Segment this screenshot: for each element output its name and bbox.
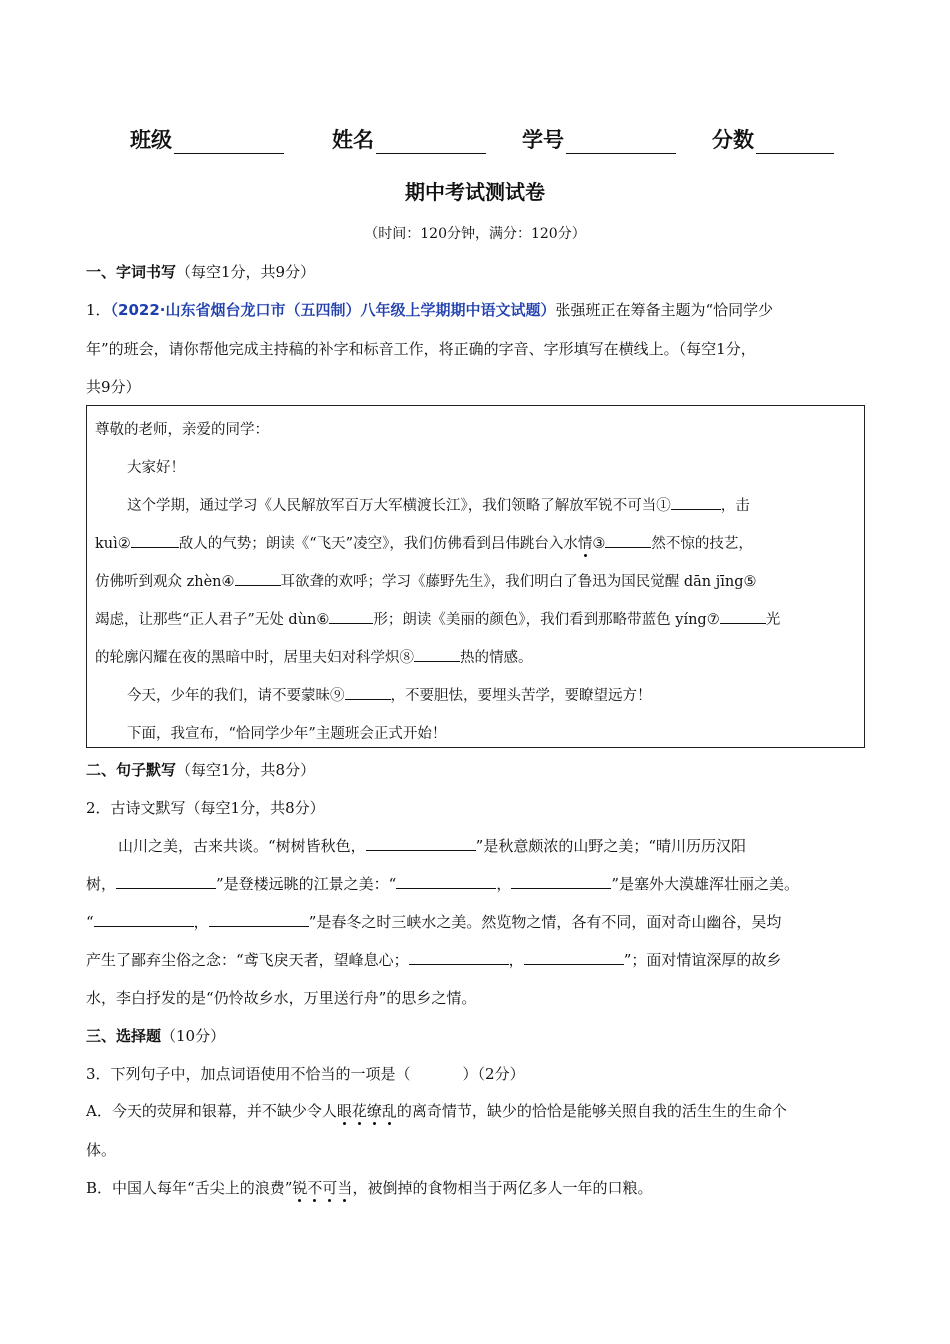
box-line-5: 仿佛听到观众 zhèn④ 耳欲聋的欢呼；学习《藤野先生》，我们明白了鲁迅为国民觉醒 dān jīng⑤: [95, 570, 757, 591]
student-id-field[interactable]: [522, 124, 676, 154]
poem-blank-1[interactable]: [366, 835, 476, 851]
blank-8[interactable]: [414, 646, 460, 662]
box-line-1: 尊敬的老师，亲爱的同学：: [95, 422, 269, 438]
name-blank[interactable]: [376, 131, 486, 154]
q1-line1: 1．（2022·山东省烟台龙口市（五四制）八年级上学期期中语文试题）张强班正在筹备主题为“恰同学少: [86, 301, 774, 319]
blank-2[interactable]: [131, 532, 179, 548]
host-script-box: [86, 405, 865, 748]
dotted-word-a: [337, 1102, 397, 1120]
poem-blank-8[interactable]: [524, 949, 624, 965]
option-b[interactable]: B．中国人每年“舌尖上的浪费”锐不可当，被倒掉的食物相当于两亿多人一年的口粮。: [86, 1179, 653, 1197]
dotted-char: 锐: [292, 1179, 308, 1197]
section1-heading: 一、字词书写（每空1分，共9分）: [86, 263, 316, 281]
poem-blank-2[interactable]: [116, 873, 216, 889]
q3-stem: 3．下列句子中，加点词语使用不恰当的一项是（ ）（2分）: [86, 1065, 525, 1083]
dotted-char: 不: [307, 1179, 323, 1197]
box-line-9: 下面，我宣布，“恰同学少年”主题班会正式开始！: [127, 726, 447, 742]
dotted-char: 乱: [381, 1102, 397, 1120]
option-a-line2: 体。: [86, 1141, 117, 1159]
poem-blank-6[interactable]: [209, 911, 309, 927]
blank-1[interactable]: [671, 494, 721, 510]
section3-heading: 三、选择题（10分）: [86, 1027, 226, 1045]
q1-line3: 共9分）: [86, 378, 141, 396]
score-blank[interactable]: [756, 131, 834, 154]
poem-blank-7[interactable]: [409, 949, 509, 965]
name-field[interactable]: [332, 124, 486, 154]
poem-blank-4[interactable]: [511, 873, 611, 889]
dotted-char: 眼: [336, 1102, 352, 1120]
box-line-3: 这个学期，通过学习《人民解放军百万大军横渡长江》，我们领略了解放军锐不可当① ，击: [127, 494, 750, 515]
poem-blank-5[interactable]: [94, 911, 194, 927]
blank-3[interactable]: [605, 532, 651, 548]
q1-line2: 年”的班会，请你帮他完成主持稿的补字和标音工作，将正确的字音、字形填写在横线上。（每空1分，: [86, 340, 756, 358]
dotted-char: 花: [351, 1102, 367, 1120]
score-label: 分数: [712, 128, 754, 152]
poem-line-2: 树， ”是登楼远眺的江景之美：“ ， ”是塞外大漠雄浑壮丽之美。: [86, 875, 800, 893]
q2-title: 2．古诗文默写（每空1分，共8分）: [86, 799, 325, 817]
class-field[interactable]: [130, 124, 284, 154]
dotted-char: 缭: [366, 1102, 382, 1120]
dotted-char-qing: 情: [577, 536, 593, 552]
dotted-word-b: [292, 1179, 352, 1197]
blank-6[interactable]: [329, 608, 373, 624]
dotted-char: 可: [322, 1179, 338, 1197]
box-line-8: 今天，少年的我们，请不要蒙昧⑨ ，不要胆怯，要埋头苦学，要瞭望远方！: [127, 684, 652, 705]
blank-9[interactable]: [345, 684, 391, 700]
poem-line-1: 山川之美，古来共谈。“树树皆秋色， ”是秋意颇浓的山野之美；“晴川历历汉阳: [118, 837, 747, 855]
dotted-char: 当: [337, 1179, 353, 1197]
blank-4[interactable]: [235, 570, 281, 586]
class-blank[interactable]: [174, 131, 284, 154]
class-label: 班级: [130, 128, 172, 152]
box-line-2: 大家好！: [127, 460, 185, 476]
poem-line-5: 水，李白抒发的是“仍怜故乡水，万里送行舟”的思乡之情。: [86, 989, 477, 1007]
box-line-7: 的轮廓闪耀在夜的黑暗中时，居里夫妇对科学炽⑧ 热的情感。: [95, 646, 533, 667]
section2-heading: 二、句子默写（每空1分，共8分）: [86, 761, 316, 779]
option-a-line1[interactable]: A．今天的荧屏和银幕，并不缺少令人眼花缭乱的离奇情节，缺少的恰恰是能够关照自我的活生生的生命个: [86, 1102, 787, 1120]
poem-line-4: 产生了鄙弃尘俗之念：“鸢飞戾天者，望峰息心； ， ”；面对情谊深厚的故乡: [86, 951, 782, 969]
poem-line-3: “ ， ”是春冬之时三峡水之美。然览物之情，各有不同，面对奇山幽谷，吴均: [86, 913, 782, 931]
score-field[interactable]: [712, 124, 834, 154]
exam-subtitle: （时间：120分钟，满分：120分）: [364, 226, 586, 242]
name-label: 姓名: [332, 128, 374, 152]
student-id-blank[interactable]: [566, 131, 676, 154]
q1-source: （2022·山东省烟台龙口市（五四制）八年级上学期期中语文试题）: [110, 301, 556, 319]
box-line-6: 竭虑，让那些“正人君子”无处 dùn⑥ 形；朗读《美丽的颜色》，我们看到那略带蓝色 yíng⑦ 光: [95, 608, 780, 629]
poem-blank-3[interactable]: [396, 873, 496, 889]
student-id-label: 学号: [522, 128, 564, 152]
exam-title: 期中考试测试卷: [405, 180, 545, 204]
blank-7[interactable]: [720, 608, 766, 624]
student-info-header: [130, 124, 850, 158]
box-line-4: kuì② 敌人的气势；朗读《“飞天”凌空》，我们仿佛看到吕伟跳台入水情③ 然不惊的技艺，: [95, 532, 753, 553]
